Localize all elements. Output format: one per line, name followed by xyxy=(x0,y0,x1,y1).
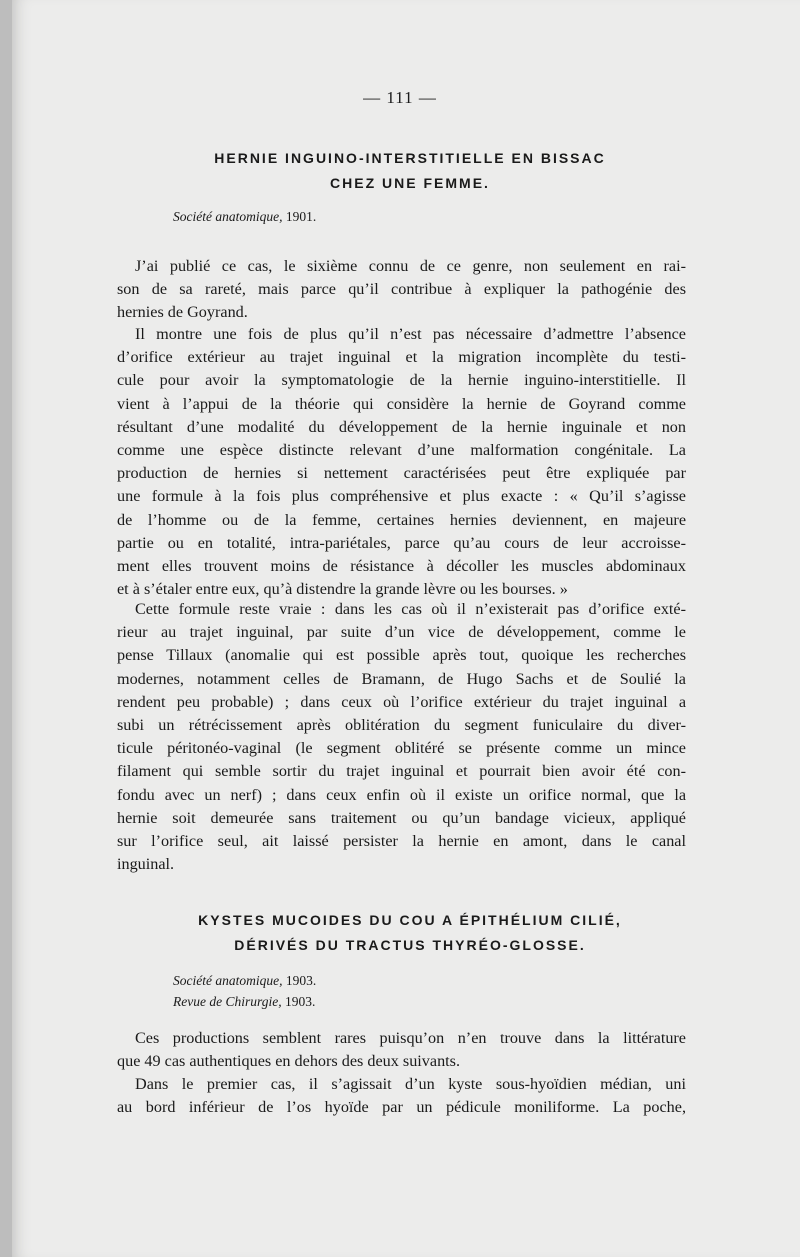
source-line xyxy=(173,991,316,1012)
text-line: Il montre une fois de plus qu’il n’est pas nécessaire d’admettre l’absence xyxy=(135,325,686,343)
section1-paragraph-3 xyxy=(117,598,686,876)
section1-title-line: HERNIE INGUINO-INTERSTITIELLE EN BISSAC xyxy=(214,150,606,166)
text-line: J’ai publié ce cas, le sixième connu de ce genre, non seulement en rai- xyxy=(135,257,686,275)
text-line: modernes, notamment celles de Bramann, de Hugo Sachs et de Soulié la xyxy=(117,669,686,688)
section2-title-line: KYSTES MUCOIDES DU COU A ÉPITHÉLIUM CILIÉ, xyxy=(198,912,622,928)
text-line: d’orifice extérieur au trajet inguinal et la migration incomplète du testi- xyxy=(117,348,686,367)
text-line: comme une espèce distincte relevant d’une malformation congénitale. La xyxy=(117,441,686,460)
page-number: — 111 — xyxy=(363,88,437,107)
text-line: sur l’orifice seul, ait laissé persister la hernie en amont, dans le canal xyxy=(117,832,686,851)
text-line: hernies de Goyrand. xyxy=(117,303,248,322)
source-year: 1903. xyxy=(285,973,317,988)
text-line: résultant d’une modalité du développement de la hernie inguinale et non xyxy=(117,417,686,436)
section2-paragraph-1 xyxy=(117,1027,686,1073)
text-line: de l’homme ou de la femme, certaines hernies deviennent, en majeure xyxy=(117,510,686,529)
section1-title xyxy=(120,146,700,196)
text-line: hernie soit demeurée sans traitement ou qu’un bandage vicieux, appliqué xyxy=(117,808,686,827)
section2-title xyxy=(120,908,700,958)
text-line: ticule péritonéo-vaginal (le segment oblitéré se présente comme un mince xyxy=(117,739,686,758)
text-line: pense Tillaux (anomalie qui est possible après tout, quoique les recherches xyxy=(117,646,686,665)
source-name: Société anatomique, xyxy=(173,209,283,224)
section2-sources xyxy=(173,970,316,1012)
text-line: cule pour avoir la symptomatologie de la hernie inguino-interstitielle. Il xyxy=(117,371,686,390)
section1-paragraph-1 xyxy=(117,255,686,325)
text-line: rieur au trajet inguinal, par suite d’un vice de développement, comme le xyxy=(117,623,686,642)
text-line: ment elles trouvent moins de résistance à décoller les muscles abdominaux xyxy=(117,557,686,576)
text-line: filament qui semble sortir du trajet inguinal et pourrait bien avoir été con- xyxy=(117,762,686,781)
text-line: inguinal. xyxy=(117,855,175,874)
section2-paragraph-2 xyxy=(117,1073,686,1119)
text-line: partie ou en totalité, intra-pariétales, parce qu’au cours de leur accroisse- xyxy=(117,533,686,552)
section1-paragraph-2 xyxy=(117,323,686,601)
text-line: vient à l’appui de la théorie qui considère la hernie de Goyrand comme xyxy=(117,394,686,413)
text-line: subi un rétrécissement après oblitération du segment funiculaire du diver- xyxy=(117,716,686,735)
text-line: une formule à la fois plus compréhensive et plus exacte : « Qu’il s’agisse xyxy=(117,487,686,506)
text-line: au bord inférieur de l’os hyoïde par un pédicule moniliforme. La poche, xyxy=(117,1098,686,1117)
text-line: et à s’étaler entre eux, qu’à distendre la grande lèvre ou les bourses. » xyxy=(117,580,568,599)
source-name: Revue de Chirurgie, xyxy=(173,994,282,1009)
section2-title-line: DÉRIVÉS DU TRACTUS THYRÉO-GLOSSE. xyxy=(234,937,586,953)
section1-title-line: CHEZ UNE FEMME. xyxy=(330,175,490,191)
text-line: Cette formule reste vraie : dans les cas où il n’existerait pas d’orifice exté- xyxy=(135,600,686,618)
text-line: son de sa rareté, mais parce qu’il contribue à expliquer la pathogénie des xyxy=(117,280,686,299)
text-line: rendent peu probable) ; dans ceux où l’orifice extérieur du trajet inguinal a xyxy=(117,692,686,711)
text-line: production de hernies si nettement caractérisées peut être expliquée par xyxy=(117,464,686,483)
source-year: 1901. xyxy=(285,209,317,224)
text-line: fondu avec un nerf) ; dans ceux enfin où il existe un orifice normal, que la xyxy=(117,785,686,804)
text-line: Ces productions semblent rares puisqu’on n’en trouve dans la littérature xyxy=(135,1029,686,1047)
source-line xyxy=(173,970,316,991)
source-year: 1903. xyxy=(284,994,316,1009)
source-name: Société anatomique, xyxy=(173,973,283,988)
section1-source xyxy=(173,206,316,227)
text-line: Dans le premier cas, il s’agissait d’un kyste sous-hyoïdien médian, uni xyxy=(135,1075,686,1093)
text-line: que 49 cas authentiques en dehors des deux suivants. xyxy=(117,1052,461,1071)
page-edge-shadow xyxy=(0,0,12,1257)
